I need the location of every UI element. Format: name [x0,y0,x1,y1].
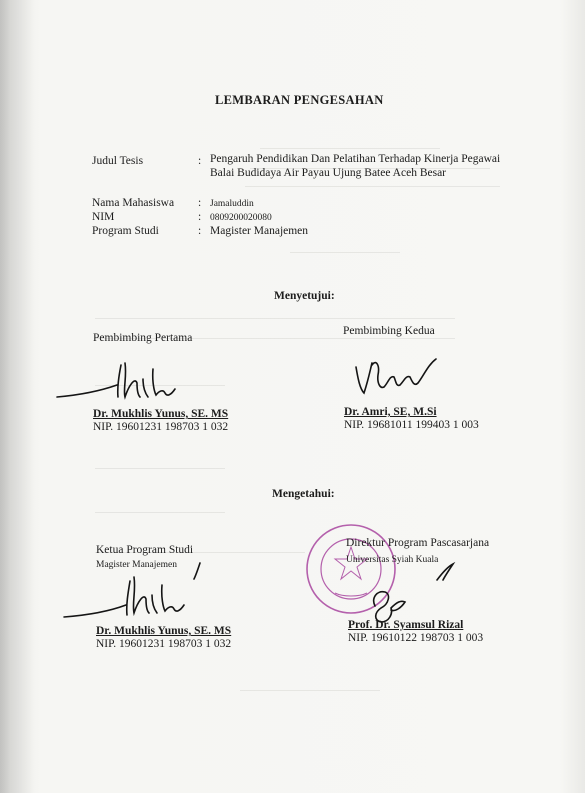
study-program-value: Magister Manajemen [210,225,309,237]
show-through-line [95,318,455,319]
supervisor2-signature [350,345,450,400]
director-name: Prof. Dr. Syamsul Rizal [348,619,464,631]
nim-value: 0809200020080 [210,213,272,223]
field-label-thesis-title: Judul Tesis [92,155,144,167]
show-through-line [245,186,500,187]
supervisor1-nip: NIP. 19601231 198703 1 032 [93,421,229,433]
head-program-role-line2: Magister Manajemen [96,560,177,570]
director-role-line2: Universitas Syiah Kuala [346,555,439,565]
approval-heading: Menyetujui: [274,290,335,302]
head-program-name: Dr. Mukhlis Yunus, SE. MS [96,625,232,637]
field-separator: : [198,225,202,237]
field-label-student-name: Nama Mahasiswa [92,197,175,209]
supervisor1-signature [55,355,195,410]
show-through-line [240,690,380,691]
acknowledge-heading: Mengetahui: [272,488,335,500]
field-separator: : [198,197,202,209]
field-separator: : [198,155,202,167]
director-role-line1: Direktur Program Pascasarjana [346,537,490,549]
field-label-nim: NIM [92,211,115,223]
head-program-role-line1: Ketua Program Studi [96,544,194,556]
supervisor2-nip: NIP. 19681011 199403 1 003 [344,419,479,431]
head-program-nip: NIP. 19601231 198703 1 032 [96,638,232,650]
supervisor2-role: Pembimbing Kedua [343,325,435,337]
student-name-value: Jamaluddin [210,199,254,209]
thesis-title-line1: Pengaruh Pendidikan Dan Pelatihan Terhadap Kinerja Pegawai [210,153,501,165]
supervisor2-name: Dr. Amri, SE, M.Si [344,406,437,418]
show-through-line [290,252,400,253]
show-through-line [95,468,225,469]
thesis-title-line2: Balai Budidaya Air Payau Ujung Batee Aceh Besar [210,167,447,179]
head-program-signature [60,555,210,630]
show-through-line [95,512,225,513]
show-through-line [260,148,440,149]
field-separator: : [198,211,202,223]
supervisor1-name: Dr. Mukhlis Yunus, SE. MS [93,408,229,420]
page-title: LEMBARAN PENGESAHAN [215,93,384,107]
director-nip: NIP. 19610122 198703 1 003 [348,632,484,644]
supervisor1-role: Pembimbing Pertama [93,332,193,344]
page-binding-shadow [0,0,34,793]
field-label-study-program: Program Studi [92,225,159,237]
